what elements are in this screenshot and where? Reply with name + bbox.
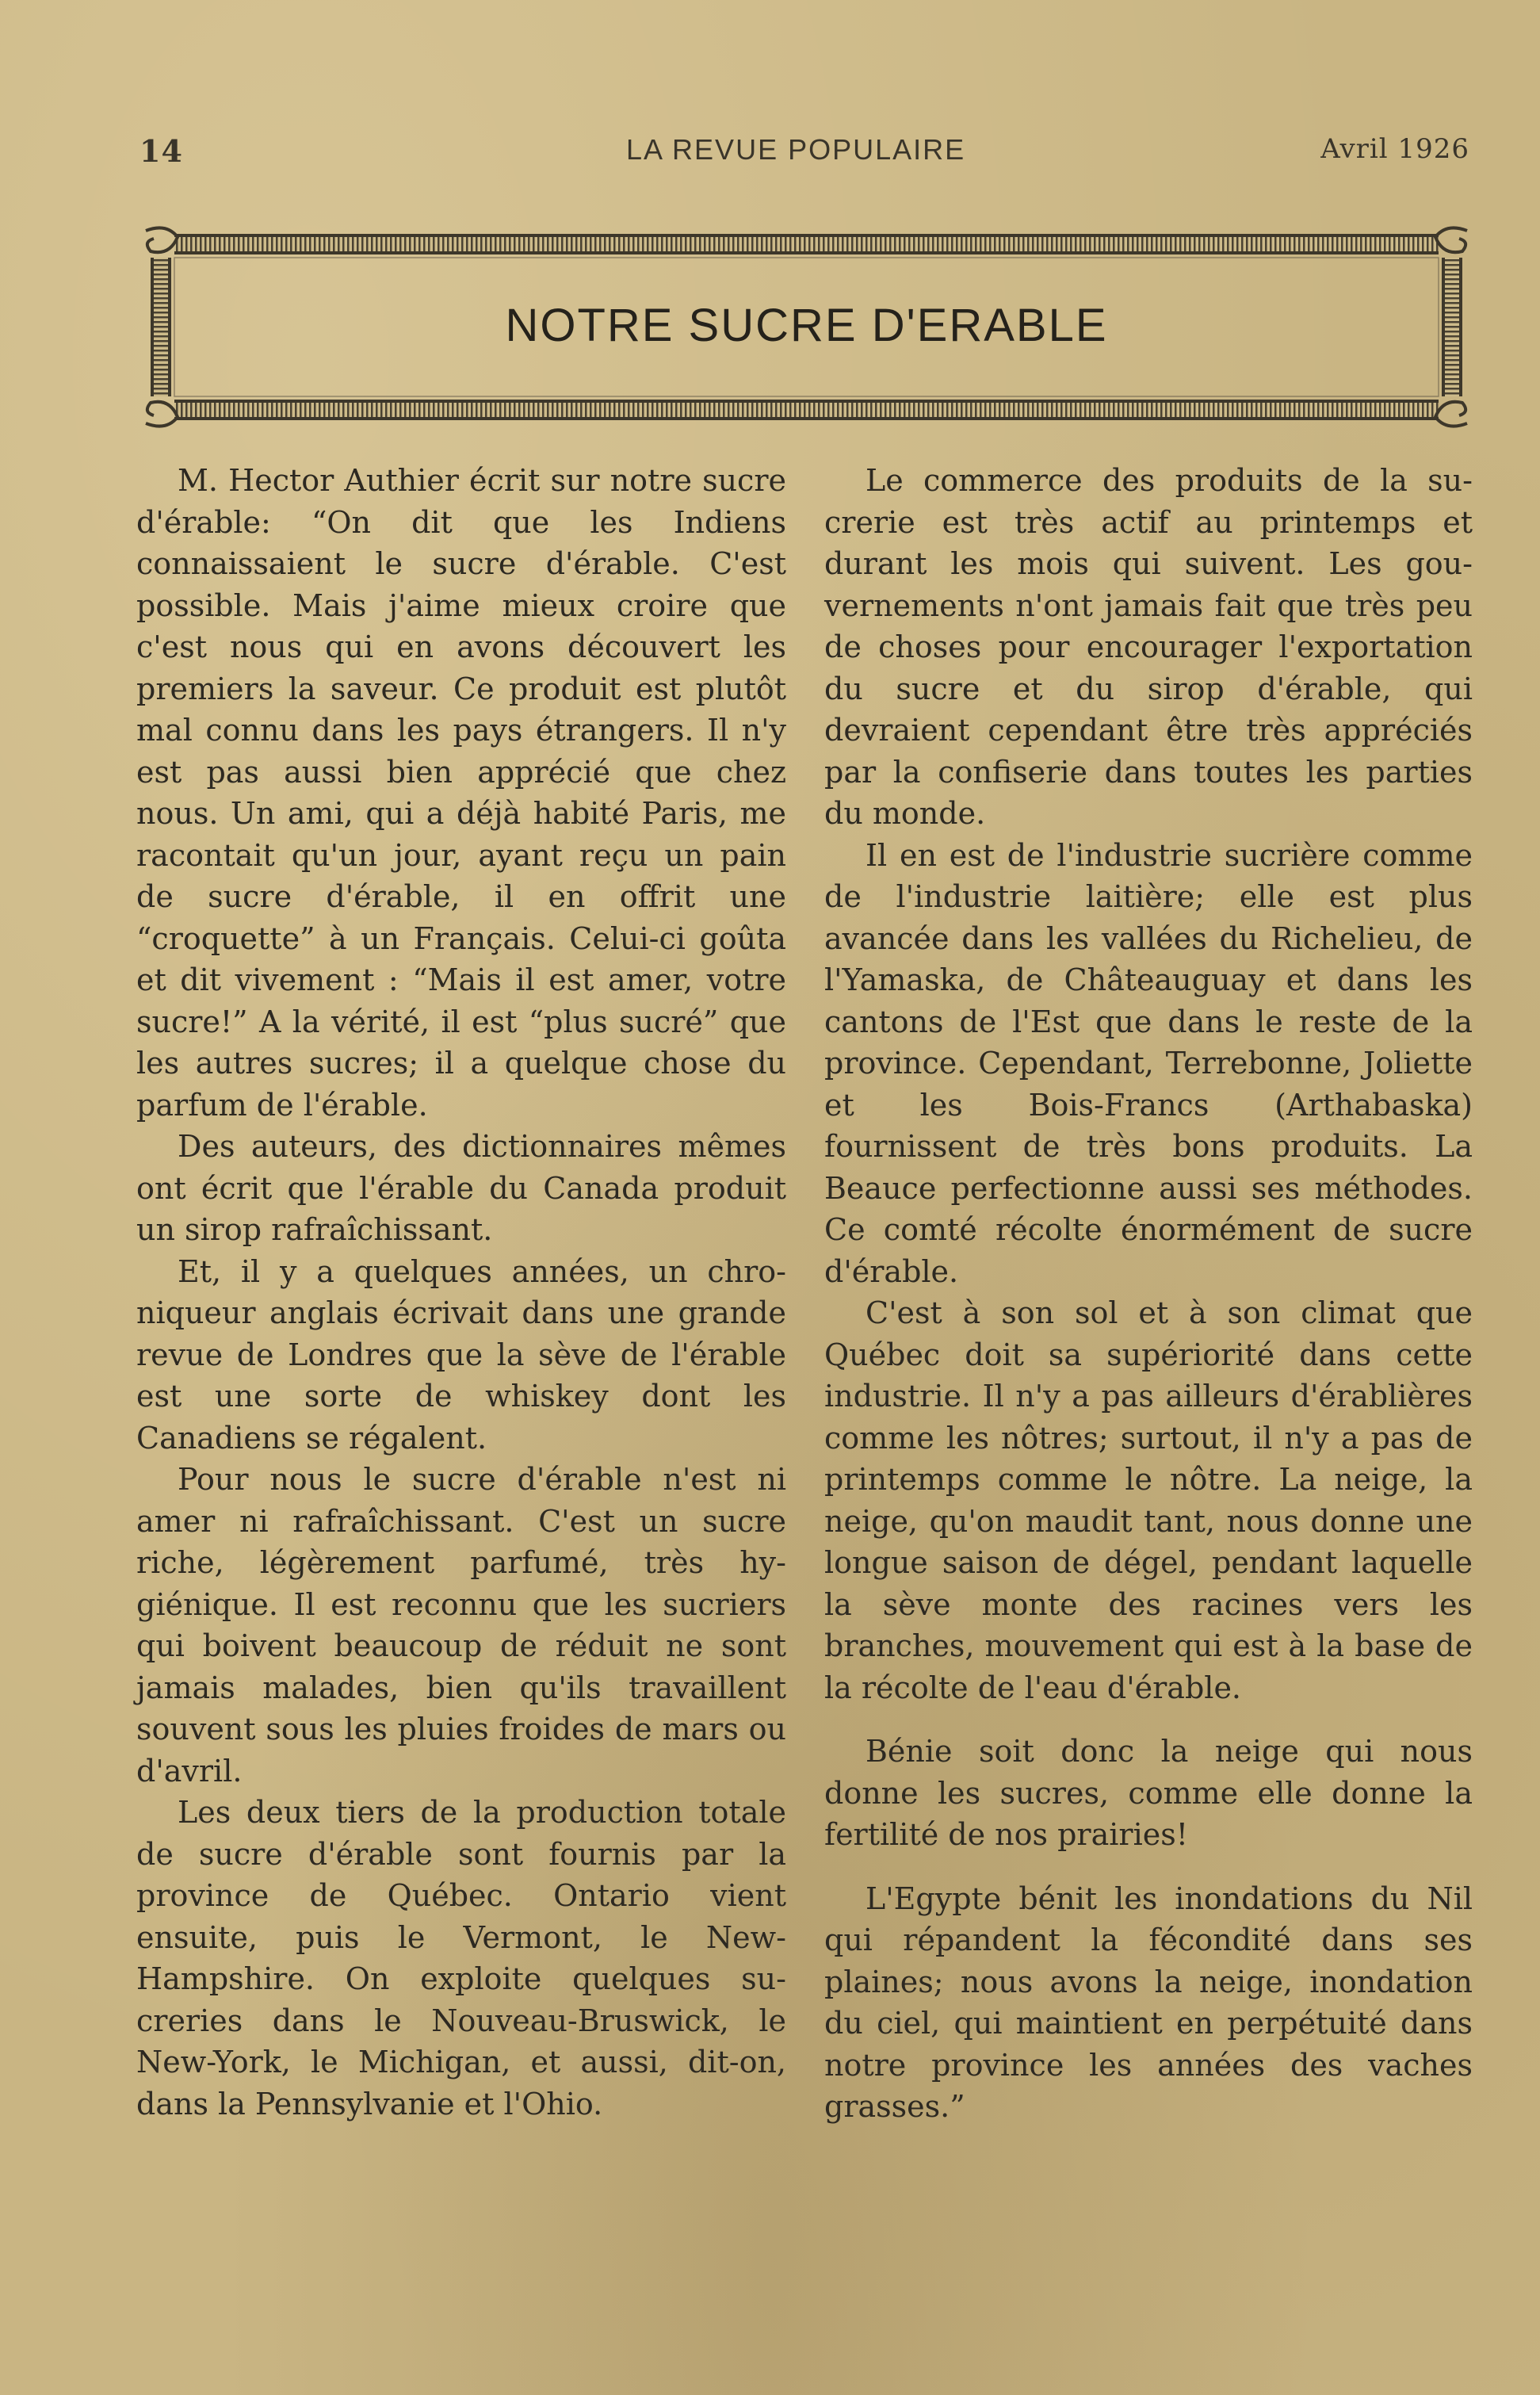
- article-column-left: [136, 460, 786, 2125]
- paragraph: Les deux tiers de la production totale de sucre d'érable sont fournis par la province de Québec. Ontario vient ensuite, puis le Vermont, le New-Hampshire. On exploite quelques sucreries dans le Nouveau-Bruswick, le New-York, le Michigan, et aussi, dit-on, dans la Pennsylvanie et l'Ohio.: [136, 1795, 786, 2121]
- paragraph: C'est à son sol et à son climat que Québec doit sa supériorité dans cette industrie. Il n'y a pas ailleurs d'érablières comme les nôtres; surtout, il n'y a pas de printemps comme le nôtre. La neige, la neige, qu'on maudit tant, nous donne une longue saison de dégel, pendant laquelle la sève monte des racines vers les branches, mouvement qui est à la base de la récolte de l'eau d'érable.: [824, 1295, 1473, 1705]
- paragraph: Bénie soit donc la neige qui nous donne les sucres, comme elle donne la fertilité de nos prairies!: [824, 1734, 1473, 1852]
- paragraph: Pour nous le sucre d'érable n'est ni amer ni rafraîchissant. C'est un sucre riche, légèrement parfumé, très hygiénique. Il est reconnu que les sucriers qui boivent beaucoup de réduit ne sont jamais malades, bien qu'ils travaillent souvent sous les pluies froides de mars ou d'avril.: [136, 1462, 786, 1789]
- magazine-name: LA REVUE POPULAIRE: [626, 133, 966, 166]
- article-title: NOTRE SUCRE D'ERABLE: [505, 300, 1108, 351]
- paragraph: Des auteurs, des dictionnaires mêmes ont écrit que l'érable du Canada produit un sirop rafraîchissant.: [136, 1129, 786, 1247]
- issue-date: Avril 1926: [1320, 133, 1469, 165]
- running-head: [135, 133, 1474, 173]
- paragraph: Et, il y a quelques années, un chroniqueur anglais écrivait dans une grande revue de Londres que la sève de l'érable est une sorte de whiskey dont les Canadiens se régalent.: [136, 1253, 786, 1456]
- article-column-right: [824, 460, 1473, 2128]
- title-frame: [143, 226, 1470, 428]
- paragraph: M. Hector Authier écrit sur notre sucre d'érable: “On dit que les Indiens connaissaient le sucre d'érable. C'est possible. Mais j'aime mieux croire que c'est nous qui en avons découvert les premiers la saveur. Ce produit est plutôt mal connu dans les pays étrangers. Il n'y est pas aussi bien apprécié que chez nous. Un ami, qui a déjà habité Paris, me racontait qu'un jour, ayant reçu un pain de sucre d'érable, il en offrit une “croquette” à un Français. Celui-ci goûta et dit vivement : “Mais il est amer, votre sucre!” A la vérité, il est “plus sucré” que les autres sucres; il a quelque chose du parfum de l'érable.: [136, 463, 786, 1123]
- paragraph: Le commerce des produits de la sucrerie est très actif au printemps et durant les mois qui suivent. Les gouvernements n'ont jamais fait que très peu de choses pour encourager l'exportation du sucre et du sirop d'érable, qui devraient cependant être très appréciés par la confiserie dans toutes les parties du monde.: [824, 463, 1473, 831]
- paragraph: L'Egypte bénit les inondations du Nil qui répandent la fécondité dans ses plaines; nous avons la neige, inondation du ciel, qui maintient en perpétuité dans notre province les années des vaches grasses.”: [824, 1880, 1473, 2124]
- page-number: 14: [139, 133, 183, 169]
- paragraph: Il en est de l'industrie sucrière comme de l'industrie laitière; elle est plus avancée dans les vallées du Richelieu, de l'Yamaska, de Châteauguay et dans les cantons de l'Est que dans le reste de la province. Cependant, Terrebonne, Joliette et les Bois-Francs (Arthabaska) fournissent de très bons produits. La Beauce perfectionne aussi ses méthodes. Ce comté récolte énormément de sucre d'érable.: [824, 837, 1473, 1289]
